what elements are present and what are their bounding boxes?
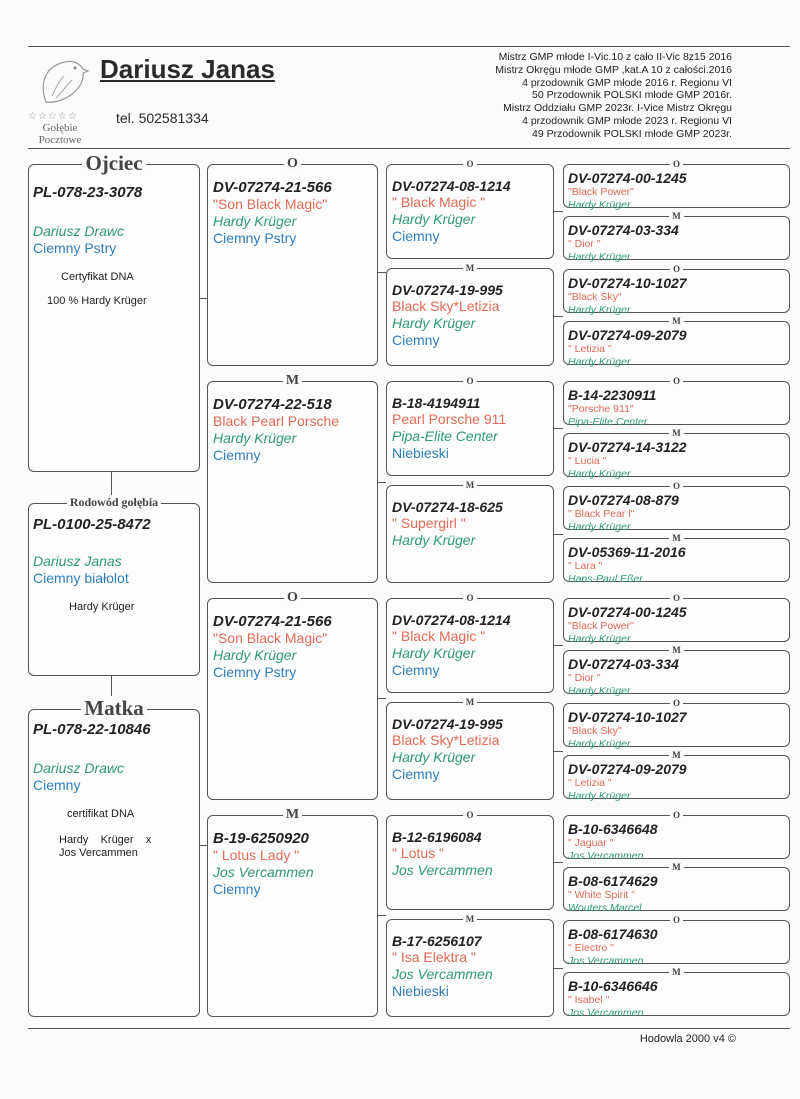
ring-number: DV-07274-21-566 xyxy=(213,179,332,196)
pigeon-breeder: Hardy Krüger xyxy=(213,647,297,663)
sex-tag: M xyxy=(564,425,789,440)
pigeon-breeder: Hardy Krüger xyxy=(568,467,631,480)
achievement-line: 4 przodownik GMP młode 2016 r. Regionu VI xyxy=(522,76,732,89)
pedigree-card-gen1[interactable] xyxy=(207,807,378,1017)
footer-rule xyxy=(28,1028,790,1029)
pigeon-name: " Jaguar " xyxy=(568,837,614,849)
logo-stars: ☆☆☆☆☆ xyxy=(28,111,78,122)
father-color: Ciemny Pstry xyxy=(33,240,117,256)
achievement-line: Mistrz Oddziału GMP 2023r. I-Vice Mistrz Okręgu xyxy=(503,102,732,115)
pedigree-card-gen2[interactable] xyxy=(386,810,554,910)
connector xyxy=(554,968,563,969)
header-top-rule xyxy=(28,46,790,47)
pedigree-card-gen3[interactable] xyxy=(563,862,790,914)
sex-tag: M xyxy=(387,477,553,492)
pedigree-card-gen3[interactable] xyxy=(563,316,790,368)
ring-number: B-08-6174630 xyxy=(568,926,658,942)
ring-number: B-10-6346648 xyxy=(568,821,658,837)
ring-number: DV-07274-08-1214 xyxy=(392,178,511,194)
pigeon-breeder: Jos Vercammen xyxy=(568,849,644,862)
sex-tag: O xyxy=(564,261,789,276)
pigeon-name: " White Spirit " xyxy=(568,889,635,901)
footer-text: Hodowla 2000 v4 © xyxy=(639,1033,736,1045)
header-bottom-rule xyxy=(28,148,790,149)
sex-tag: O xyxy=(387,590,553,605)
pigeon-name: " Lara " xyxy=(568,560,603,572)
sex-tag: O xyxy=(387,807,553,822)
pigeon-breeder: Hardy Krüger xyxy=(568,303,631,316)
pigeon-breeder: Hardy Krüger xyxy=(568,789,631,802)
ring-number: DV-07274-03-334 xyxy=(568,222,679,238)
ring-number: DV-07274-08-879 xyxy=(568,492,679,508)
connector xyxy=(554,751,563,752)
pigeon-name: "Black Power" xyxy=(568,186,634,198)
pigeon-breeder: Hardy Krüger xyxy=(568,632,631,645)
ring-number: B-10-6346646 xyxy=(568,978,658,994)
pigeon-breeder: Jos Vercammen xyxy=(392,862,493,878)
ring-number: B-18-4194911 xyxy=(392,395,481,411)
pigeon-breeder: Jos Vercammen xyxy=(568,954,644,967)
subject-card[interactable] xyxy=(28,495,200,676)
pigeon-breeder: Hans-Paul Eßer xyxy=(568,572,643,585)
father-note-2: 100 % Hardy Krüger xyxy=(47,295,147,307)
sex-tag: O xyxy=(564,807,789,822)
connector xyxy=(200,298,207,299)
pigeon-name: "Black Sky" xyxy=(568,725,622,737)
pigeon-breeder: Pipa-Elite Center xyxy=(392,428,498,444)
subject-ring: PL-0100-25-8472 xyxy=(33,516,151,533)
sex-tag: O xyxy=(564,373,789,388)
pigeon-color: Ciemny xyxy=(392,332,440,348)
pigeon-name: Pearl Porsche 911 xyxy=(392,411,507,427)
ring-number: B-12-6196084 xyxy=(392,829,482,845)
sex-tag: O xyxy=(387,156,553,171)
ring-number: DV-07274-09-2079 xyxy=(568,327,687,343)
connector xyxy=(378,915,386,916)
pigeon-color: Ciemny xyxy=(392,766,440,782)
achievements-list xyxy=(495,51,732,141)
sex-tag: O xyxy=(564,478,789,493)
logo-text-line2: Pocztowe xyxy=(38,134,82,146)
pigeon-breeder: Hardy Krüger xyxy=(392,532,476,548)
ring-number: B-17-6256107 xyxy=(392,933,482,949)
father-note-1: Certyfikat DNA xyxy=(61,271,134,283)
pigeon-name: " Lucia " xyxy=(568,455,607,467)
pigeon-name: " Lotus " xyxy=(392,845,444,861)
pigeon-breeder: Hardy Krüger xyxy=(392,749,476,765)
subject-tag: Rodowód gołębia xyxy=(29,495,199,509)
connector xyxy=(378,272,386,273)
pigeon-breeder: Hardy Krüger xyxy=(392,645,476,661)
pigeon-color: Ciemny Pstry xyxy=(213,230,297,246)
pigeon-breeder: Hardy Krüger xyxy=(568,684,631,697)
pedigree-card-gen3[interactable] xyxy=(563,376,790,428)
pigeon-breeder: Wouters Marcel xyxy=(568,901,642,914)
ring-number: DV-07274-21-566 xyxy=(213,613,332,630)
pigeon-color: Niebieski xyxy=(392,983,449,999)
pedigree-card-gen2[interactable] xyxy=(386,593,554,693)
pedigree-card-gen3[interactable] xyxy=(563,810,790,862)
pigeon-breeder: Jos Vercammen xyxy=(213,864,314,880)
pedigree-card-gen3[interactable] xyxy=(563,593,790,645)
pigeon-breeder: Hardy Krüger xyxy=(568,737,631,750)
pigeon-color: Ciemny xyxy=(392,228,440,244)
pigeon-breeder: Hardy Krüger xyxy=(568,520,631,533)
sex-tag: M xyxy=(387,911,553,926)
mother-card[interactable] xyxy=(28,696,200,1017)
pedigree-card-gen1[interactable] xyxy=(207,373,378,583)
sex-tag: M xyxy=(564,747,789,762)
ring-number: DV-07274-00-1245 xyxy=(568,170,687,186)
pigeon-name: " Dior " xyxy=(568,238,601,250)
pedigree-card-gen3[interactable] xyxy=(563,481,790,533)
mother-note-1: certifikat DNA xyxy=(67,808,135,820)
pedigree-card-gen3[interactable] xyxy=(563,264,790,316)
pigeon-breeder: Hardy Krüger xyxy=(568,355,631,368)
father-card[interactable] xyxy=(28,151,200,472)
pigeon-breeder: Jos Vercammen xyxy=(568,1006,644,1019)
ring-number: DV-07274-03-334 xyxy=(568,656,679,672)
sex-tag: O xyxy=(387,373,553,388)
pigeon-breeder: Hardy Krüger xyxy=(392,315,476,331)
pigeon-name: "Son Black Magic" xyxy=(213,196,328,212)
pedigree-card-gen3[interactable] xyxy=(563,967,790,1019)
pedigree-card-gen2[interactable] xyxy=(386,263,554,366)
ring-number: DV-07274-18-625 xyxy=(392,499,503,515)
breeder-name: Dariusz Janas xyxy=(100,54,275,84)
sex-tag: O xyxy=(208,156,377,171)
pedigree-card-gen3[interactable] xyxy=(563,645,790,697)
pigeon-name: " Black Pear l" xyxy=(568,508,635,520)
ring-number: B-14-2230911 xyxy=(568,387,657,403)
pigeon-breeder: Jos Vercammen xyxy=(392,966,493,982)
ring-number: DV-07274-10-1027 xyxy=(568,709,687,725)
pigeon-breeder: Hardy Krüger xyxy=(213,213,297,229)
connector xyxy=(378,698,386,699)
pigeon-name: Black Sky*Letizia xyxy=(392,732,500,748)
pedigree-card-gen2[interactable] xyxy=(386,914,554,1017)
ring-number: DV-07274-22-518 xyxy=(213,396,332,413)
sex-tag: O xyxy=(564,156,789,171)
sex-tag: M xyxy=(564,964,789,979)
pedigree-card-gen3[interactable] xyxy=(563,750,790,802)
pigeon-logo-icon xyxy=(28,52,96,108)
achievement-line: Mistrz Okręgu młode GMP ,kat.A 10 z całości.2016 xyxy=(495,63,732,76)
ring-number: DV-07274-19-995 xyxy=(392,716,503,732)
pedigree-card-gen3[interactable] xyxy=(563,159,790,211)
pigeon-name: " Lotus Lady " xyxy=(213,847,300,863)
connector xyxy=(554,645,563,646)
connector xyxy=(378,482,386,483)
pigeon-name: "Black Sky" xyxy=(568,291,622,303)
sex-tag: M xyxy=(564,313,789,328)
achievement-line: 4 przodownik GMP młode 2023 r. Regionu VI xyxy=(522,114,732,127)
pigeon-name: " Letizia " xyxy=(568,777,612,789)
sex-tag: M xyxy=(564,642,789,657)
mother-ring: PL-078-22-10846 xyxy=(33,721,151,738)
pigeon-name: Black Sky*Letizia xyxy=(392,298,500,314)
connector xyxy=(554,428,563,429)
ring-number: DV-05369-11-2016 xyxy=(568,544,686,560)
ring-number: DV-07274-10-1027 xyxy=(568,275,687,291)
pedigree-card-gen3[interactable] xyxy=(563,698,790,750)
pedigree-card-gen3[interactable] xyxy=(563,211,790,263)
pigeon-name: "Black Power" xyxy=(568,620,634,632)
mother-note-3: Jos Vercammen xyxy=(59,847,138,859)
sex-tag: M xyxy=(208,807,377,822)
pigeon-name: " Letizia " xyxy=(568,343,612,355)
pigeon-breeder: Hardy Krüger xyxy=(392,211,476,227)
achievement-line: Mistrz GMP młode I-Vic.10 z cało II-Vic 8z15 2016 xyxy=(498,51,732,63)
connector xyxy=(200,845,207,846)
sex-tag: O xyxy=(208,590,377,605)
ring-number: DV-07274-00-1245 xyxy=(568,604,687,620)
pigeon-color: Niebieski xyxy=(392,445,449,461)
pedigree-card-gen2[interactable] xyxy=(386,480,554,583)
pedigree-card-gen3[interactable] xyxy=(563,533,790,585)
logo-text-line1: Gołębie xyxy=(42,122,78,134)
pigeon-name: " Black Magic " xyxy=(392,194,486,210)
sex-tag: M xyxy=(564,208,789,223)
pigeon-color: Ciemny xyxy=(392,662,440,678)
connector xyxy=(111,472,112,495)
sex-tag: M xyxy=(208,373,377,388)
pigeon-name: " Isa Elektra " xyxy=(392,949,476,965)
pedigree-card-gen3[interactable] xyxy=(563,428,790,480)
mother-breeder: Dariusz Drawc xyxy=(33,760,125,776)
subject-breeder: Dariusz Janas xyxy=(33,553,122,569)
ring-number: B-19-6250920 xyxy=(213,830,309,847)
ring-number: DV-07274-14-3122 xyxy=(568,439,687,455)
pedigree-card-gen2[interactable] xyxy=(386,159,554,259)
pigeon-color: Ciemny Pstry xyxy=(213,664,297,680)
sex-tag: M xyxy=(387,694,553,709)
subject-color: Ciemny białolot xyxy=(33,570,129,586)
sex-tag: O xyxy=(564,695,789,710)
pigeon-breeder: Hardy Krüger xyxy=(568,250,631,263)
pedigree-card-gen3[interactable] xyxy=(563,915,790,967)
subject-note-1: Hardy Krüger xyxy=(69,601,135,613)
mother-tag: Matka xyxy=(29,701,199,718)
pigeon-color: Ciemny xyxy=(213,447,261,463)
mother-note-2: Hardy Krüger x xyxy=(59,834,152,846)
pedigree-card-gen2[interactable] xyxy=(386,697,554,800)
ring-number: DV-07274-09-2079 xyxy=(568,761,687,777)
pigeon-name: " Supergirl " xyxy=(392,515,466,531)
achievement-line: 50 Przodownik POLSKI młode GMP 2016r. xyxy=(532,89,732,102)
pedigree-card-gen1[interactable] xyxy=(207,590,378,800)
connector xyxy=(554,534,563,535)
pigeon-name: "Son Black Magic" xyxy=(213,630,328,646)
pedigree-card-gen2[interactable] xyxy=(386,376,554,476)
sex-tag: O xyxy=(564,590,789,605)
ring-number: B-08-6174629 xyxy=(568,873,658,889)
logo xyxy=(28,52,96,146)
pigeon-name: " Isabel " xyxy=(568,994,610,1006)
mother-color: Ciemny xyxy=(33,777,81,793)
connector xyxy=(554,862,563,863)
pedigree-card-gen1[interactable] xyxy=(207,156,378,366)
pigeon-breeder: Hardy Krüger xyxy=(568,198,631,211)
pigeon-name: "Porsche 911" xyxy=(568,403,634,415)
sex-tag: M xyxy=(564,859,789,874)
pigeon-name: " Electro " xyxy=(568,942,614,954)
pigeon-breeder: Hardy Krüger xyxy=(213,430,297,446)
sex-tag: M xyxy=(387,260,553,275)
sex-tag: M xyxy=(564,530,789,545)
pigeon-color: Ciemny xyxy=(213,881,261,897)
sex-tag: O xyxy=(564,912,789,927)
pigeon-name: Black Pearl Porsche xyxy=(213,413,340,429)
connector xyxy=(554,316,563,317)
pigeon-name: " Dior " xyxy=(568,672,601,684)
pigeon-breeder: Pipa-Elite Center xyxy=(568,415,648,428)
breeder-phone: tel. 502581334 xyxy=(116,110,209,126)
father-breeder: Dariusz Drawc xyxy=(33,223,125,239)
ring-number: DV-07274-08-1214 xyxy=(392,612,511,628)
father-tag: Ojciec xyxy=(29,156,199,173)
connector xyxy=(554,211,563,212)
ring-number: DV-07274-19-995 xyxy=(392,282,503,298)
pigeon-name: " Black Magic " xyxy=(392,628,486,644)
achievement-line: 49 Przodownik POLSKI młode GMP 2023r. xyxy=(532,127,732,140)
father-ring: PL-078-23-3078 xyxy=(33,184,143,201)
